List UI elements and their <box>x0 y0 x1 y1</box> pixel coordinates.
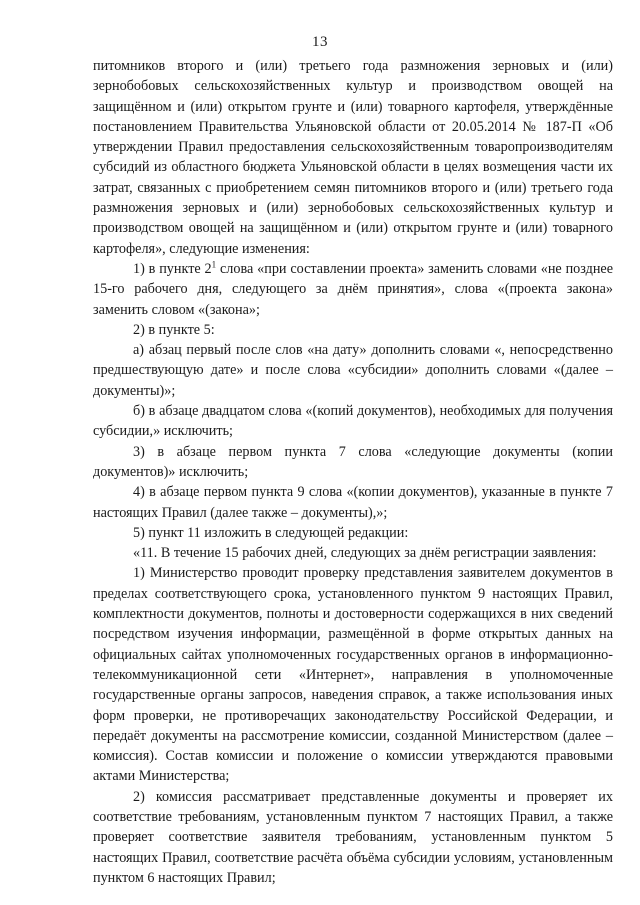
item-4-paragraph: 4) в абзаце первом пункта 9 слова «(копии документов), указанные в пункте 7 настоящих Правил (далее также – документы),»; <box>93 484 613 521</box>
item-5-sub-1-paragraph: 1) Министерство проводит проверку представления заявителем документов в пределах соответствующего срока, установленного пунктом 9 настоящих Правил, комплектности документов, полноты и достоверности содержащихся в них сведений посредством изучения информации, размещённой в форме открытых данных на официальных сайтах уполномоченных государственных органов в информационно-телекоммуникационной сети «Интернет», направления в уполномоченные государственные органы запросов, наведения справок, а также использования иных форм проверки, не противоречащих законодательству Российской Федерации, и передаёт документы на рассмотрение комиссии, созданной Министерством (далее – комиссия). Состав комиссии и положение о комиссии утверждаются правовыми актами Министерства; <box>93 565 613 785</box>
item-5-paragraph: 5) пункт 11 изложить в следующей редакции: <box>133 524 409 541</box>
document-body <box>93 56 613 888</box>
item-2a-paragraph: а) абзац первый после слов «на дату» дополнить словами «, непосредственно предшествующую дате» и после слова «субсидии» дополнить словами «(далее – документы)»; <box>93 342 613 399</box>
item-5-sub-2-paragraph: 2) комиссия рассматривает представленные документы и проверяет их соответствие требованиям, установленным пунктом 7 настоящих Правил, а также проверяет соответствие заявителя требованиям, установленным пунктом 5 настоящих Правил, соответствие расчёта объёма субсидии условиям, установленным пунктом 6 настоящих Правил; <box>93 788 613 886</box>
item-1-text-end: слова «при составлении проекта» заменить словами «не позднее 15-го рабочего дня, следующего за днём принятия», слова «(проекта закона» заменить словом «(закона»; <box>93 260 614 318</box>
item-3-paragraph: 3) в абзаце первом пункта 7 слова «следующие документы (копии документов)» исключить; <box>93 443 613 480</box>
item-1-superscript: 1 <box>211 259 217 270</box>
item-2b-paragraph: б) в абзаце двадцатом слова «(копий документов), необходимых для получения субсидии,» исключить; <box>93 403 613 440</box>
intro-paragraph: питомников второго и (или) третьего года размножения зерновых и (или) зернобобовых сельскохозяйственных культур и производством овощей на защищённом и (или) открытом грунте и (или) товарного картофеля, утверждённые постановлением Правительства Ульяновской области от 20.05.2014 № 187-П «Об утверждении Правил предоставления сельскохозяйственным товаропроизводителям субсидий из областного бюджета Ульяновской области в целях возмещения части их затрат, связанных с приобретением семян питомников второго и (или) третьего года размножения зерновых и (или) зернобобовых сельскохозяйственных культур и производством овощей на защищённом и (или) открытом грунте и (или) товарного картофеля», следующие изменения: <box>93 58 613 257</box>
item-1-text-start: 1) в пункте 2 <box>133 260 212 277</box>
item-2-paragraph: 2) в пункте 5: <box>133 321 215 338</box>
item-5-quote-paragraph: «11. В течение 15 рабочих дней, следующих за днём регистрации заявления: <box>133 545 597 562</box>
page-number: 13 <box>312 34 328 50</box>
item-1-paragraph <box>93 259 613 320</box>
